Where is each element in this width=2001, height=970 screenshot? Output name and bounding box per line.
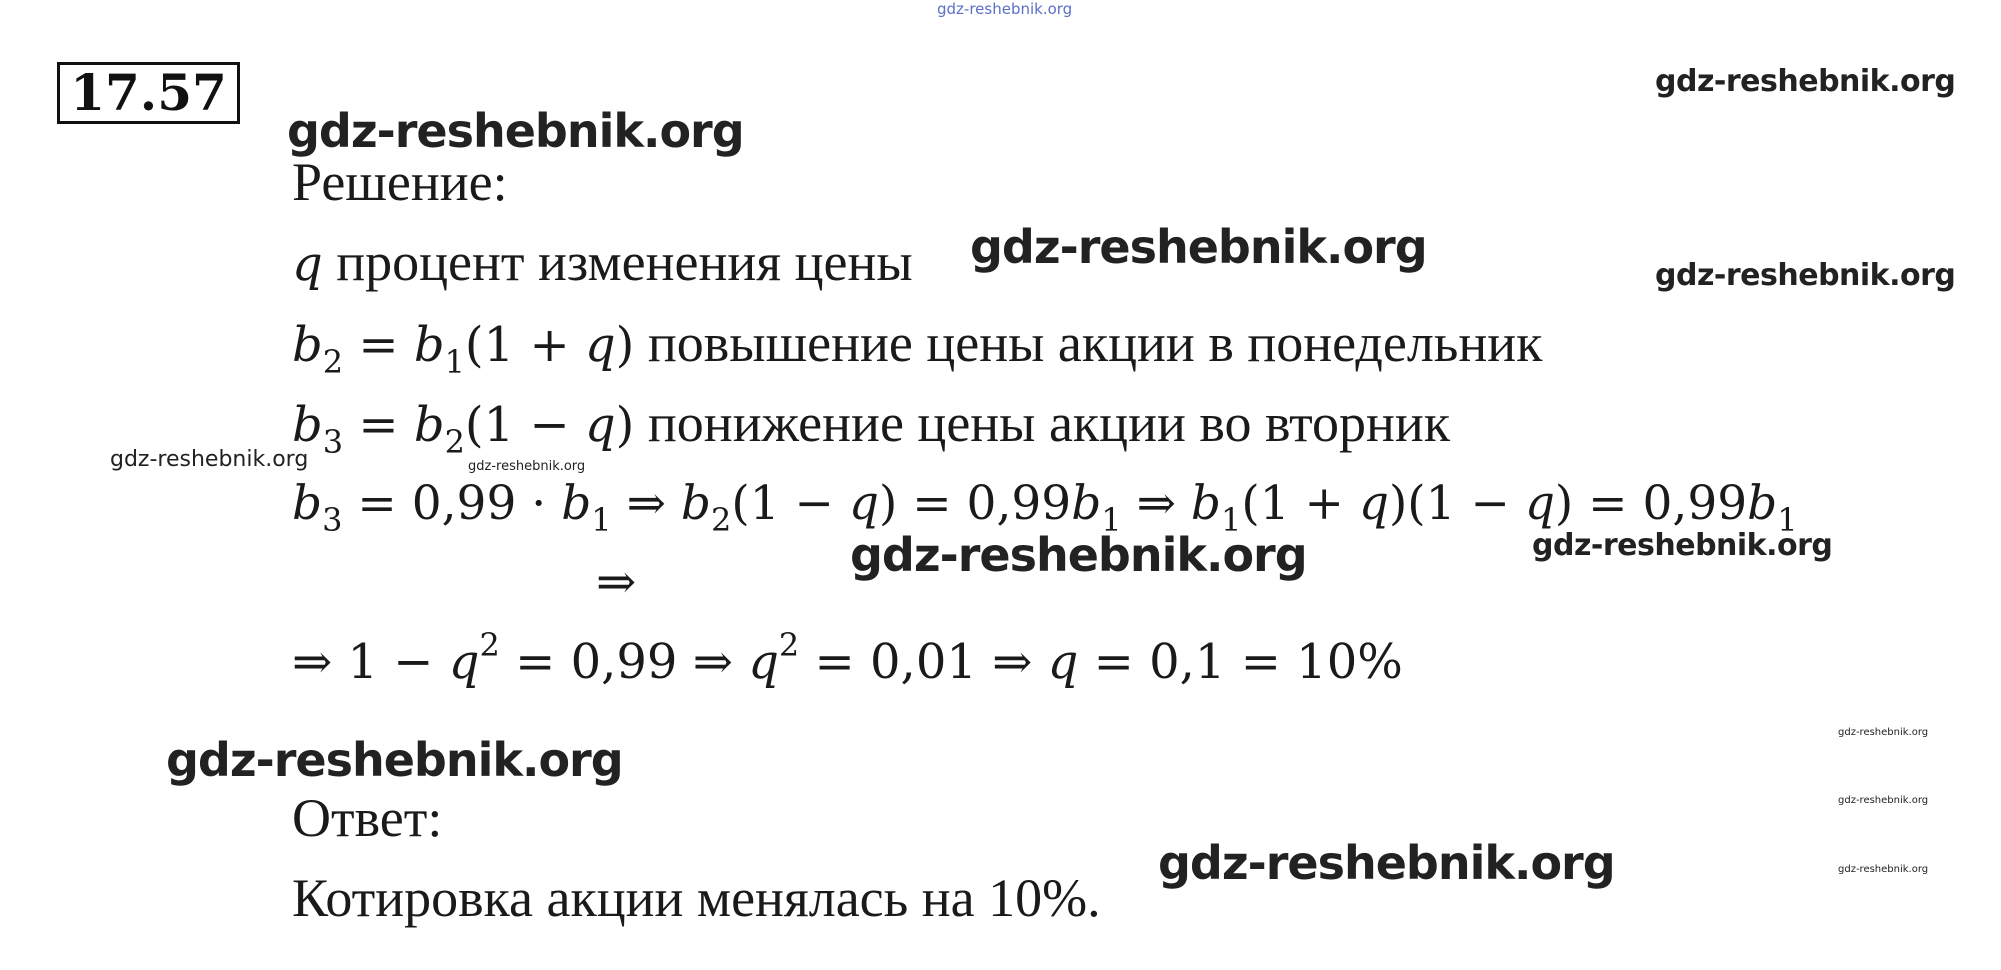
- watermark: gdz-reshebnik.org: [1838, 864, 1929, 875]
- solution-line-4: $b_3 = 0,99 \cdot b_1$ ⇒ $b_2(1 - q) = 0,99b_1$ ⇒ $b_1(1 + q)(1 - q) = 0,99b_1$: [292, 476, 1798, 539]
- watermark: gdz-reshebnik.org: [110, 447, 309, 472]
- watermark: gdz-reshebnik.org: [1838, 795, 1929, 806]
- watermark: gdz-reshebnik.org: [166, 733, 623, 787]
- solution-heading: Решение:: [292, 152, 508, 212]
- solution-line-5-arrow: ⇒: [596, 554, 637, 610]
- line-2-formula: $b_2 = b_1(1 + q)$: [292, 317, 635, 381]
- watermark: gdz-reshebnik.org: [1655, 64, 1956, 99]
- answer-heading: Ответ:: [292, 788, 443, 848]
- line-2-text: повышение цены акции в понедельник: [647, 313, 1543, 373]
- watermark: gdz-reshebnik.org: [850, 528, 1307, 582]
- solution-line-6: ⇒ $1 - q^2 = 0,99$ ⇒ $q^2 = 0,01$ ⇒ q = 0,1 = 10%: [292, 626, 1403, 690]
- watermark: gdz-reshebnik.org: [287, 104, 744, 158]
- watermark: gdz-reshebnik.org: [970, 220, 1427, 274]
- problem-number: 17.57: [57, 62, 240, 124]
- solution-line-3: [292, 391, 1451, 461]
- solution-line-2: [292, 311, 1543, 381]
- solution-line-1: q процент изменения цены: [292, 232, 913, 292]
- line-3-text: понижение цены акции во вторник: [647, 393, 1451, 453]
- watermark: gdz-reshebnik.org: [1655, 258, 1956, 293]
- watermark: gdz-reshebnik.org: [468, 459, 586, 474]
- watermark-top: gdz-reshebnik.org: [937, 0, 1073, 18]
- line-1-text: процент изменения цены: [336, 232, 913, 292]
- result-value: 0,1 = 10%: [1149, 634, 1403, 690]
- line-3-formula: $b_3 = b_2(1 - q)$: [292, 397, 635, 461]
- watermark: gdz-reshebnik.org: [1532, 528, 1833, 563]
- watermark: gdz-reshebnik.org: [1158, 836, 1615, 890]
- watermark: gdz-reshebnik.org: [1838, 727, 1929, 738]
- answer-text: Котировка акции менялась на 10%.: [292, 868, 1101, 928]
